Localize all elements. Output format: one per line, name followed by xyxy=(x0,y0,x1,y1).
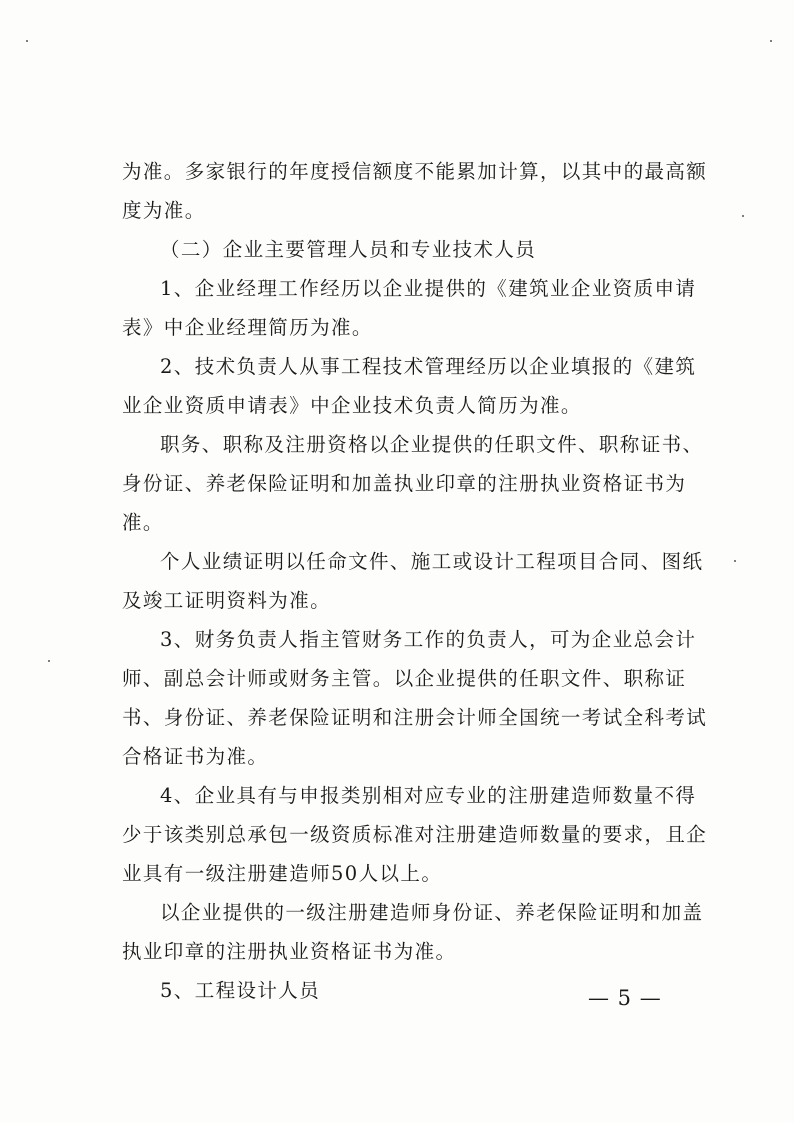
body-line: 2、技术负责人从事工程技术管理经历以企业填报的《建筑 xyxy=(160,355,697,378)
body-line: 书、身份证、养老保险证明和注册会计师全国统一考试全科考试 xyxy=(122,706,708,729)
body-line: 度为准。 xyxy=(122,199,206,222)
scan-speck xyxy=(742,215,744,217)
body-line: 准。 xyxy=(122,511,164,534)
body-line: 3、财务负责人指主管财务工作的负责人，可为企业总会计 xyxy=(160,628,697,651)
body-line: 1、企业经理工作经历以企业提供的《建筑业企业资质申请 xyxy=(160,277,697,300)
body-line: 业具有一级注册建造师50人以上。 xyxy=(122,862,443,885)
body-line: 及竣工证明资料为准。 xyxy=(122,589,332,612)
scan-speck xyxy=(26,40,28,42)
body-line: 师、副总会计师或财务主管。以企业提供的任职文件、职称证 xyxy=(122,667,687,690)
scan-speck xyxy=(48,660,50,662)
body-line: 表》中企业经理简历为准。 xyxy=(122,316,373,339)
body-line: 业企业资质申请表》中企业技术负责人简历为准。 xyxy=(122,394,582,417)
section-heading: （二）企业主要管理人员和专业技术人员 xyxy=(160,238,537,261)
body-line: 以企业提供的一级注册建造师身份证、养老保险证明和加盖 xyxy=(160,901,704,924)
body-line: 职务、职称及注册资格以企业提供的任职文件、职称证书、 xyxy=(160,433,704,456)
scan-speck xyxy=(734,560,736,562)
body-line: 个人业绩证明以任命文件、施工或设计工程项目合同、图纸 xyxy=(160,550,704,573)
body-line: 合格证书为准。 xyxy=(122,745,269,768)
body-line: 为准。多家银行的年度授信额度不能累加计算，以其中的最高额 xyxy=(122,160,708,183)
scan-speck xyxy=(770,40,772,42)
body-line: 4、企业具有与申报类别相对应专业的注册建造师数量不得 xyxy=(160,784,697,807)
body-line: 少于该类别总承包一级资质标准对注册建造师数量的要求，且企 xyxy=(122,823,708,846)
body-line: 5、工程设计人员 xyxy=(160,979,321,1002)
page-number: — 5 — xyxy=(588,986,662,1010)
body-line: 身份证、养老保险证明和加盖执业印章的注册执业资格证书为 xyxy=(122,472,687,495)
body-line: 执业印章的注册执业资格证书为准。 xyxy=(122,940,457,963)
